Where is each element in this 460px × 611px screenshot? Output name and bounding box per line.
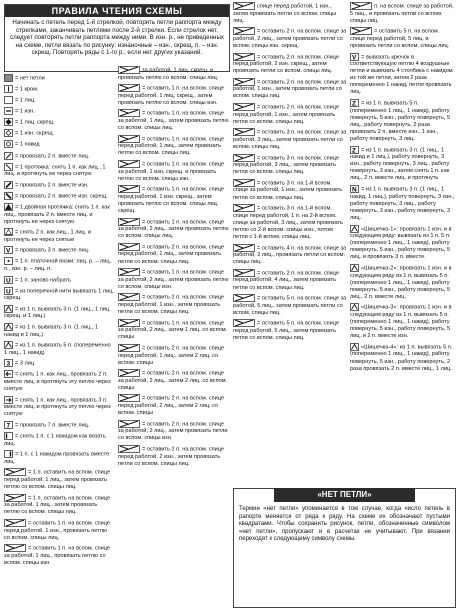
legend-entry-text: = провязать 2 п. вместе лиц. bbox=[15, 153, 90, 160]
legend-entry-text: = снять 2 п. как лиц., 1 лиц. и протянуть ее через снятые bbox=[4, 229, 91, 243]
legend-entry bbox=[233, 244, 347, 267]
legend-entry bbox=[233, 27, 347, 50]
legend-entry-text: = 1 кром. bbox=[15, 86, 39, 93]
backslash-icon bbox=[4, 163, 13, 171]
legend-entry-text: = снять 1 п. как лиц., провязать 2 п. вместе лиц. и протянуть эту петлю через снятую bbox=[4, 371, 111, 393]
reading-rules-text: Начинать с петель перед 1-й стрелкой, повторять петли раппорта между стрелками, заканчивать петлями после 2-й стрелки. Если стрелок нет, следует повторять петли раппорта между ними. В изн. р., не приведенных на схеме, петли вязать по рисунку: изнаночные – изн., скрещ. п. – изн. скрещ. Повторять ряды с 1-го р., если нет других указаний. bbox=[10, 19, 224, 57]
cable-p-icon bbox=[118, 445, 140, 453]
legend-entry-text: = оставить 5 п. на вспом. спице перед работой, 5 лиц. и провязать петли со вспом. спицы лиц. bbox=[350, 28, 450, 49]
legend-entry-text: = провязать 7 п. вместе лиц. bbox=[15, 422, 90, 429]
vertical-bar-icon bbox=[4, 85, 13, 93]
backslash-bold-icon bbox=[4, 192, 13, 200]
legend-entry bbox=[233, 204, 347, 241]
legend-entry bbox=[118, 135, 230, 158]
legend-entry-text: = оставить 3 п. на 1-й вспом. спице перед работой, 1 п. на 2-й вспом. спице за работой, 3 лиц., затем провязать петлю со 2-й вспом. спицы изн., потом петли с 1-й вспом. спицы лиц. bbox=[233, 205, 343, 240]
cable-e-icon bbox=[118, 160, 140, 168]
legend-entry bbox=[233, 103, 347, 126]
legend-entry-text: «Шишечка-1»: провязать 1 изн. и в следующем ряду: вывязать из 1 п. 5 п. (попеременно 1 лиц., 1 накид), работу повернуть, 5 изн., работу повернуть, 5 лиц. и провязать 3 п. вместе. bbox=[350, 226, 452, 261]
legend-entry-text: = оставить 2 п. на вспом. спице за работой, 2 лиц., затем провязать петли со вспом. спицы изн. скрещ. bbox=[233, 28, 347, 49]
legend-entry-text: = оставить 1 п. на вспом. спице за работой, 1 изн. скрещ. и провязать петлю со вспом. спицы изн. bbox=[118, 161, 225, 182]
legend-entry-text: = оставить 2 п. на вспом. спице перед работой, 1 изн., затем провязать петли со вспом. спицы лиц. bbox=[118, 294, 225, 316]
legend-entry-text: = из поперечной нити вывязать 1 лиц. скрещ. bbox=[4, 288, 114, 302]
legend-entry-text: = оставить 5 п. на вспом. спице за работой, 5 лиц., затем провязать петли со вспом. спицы лиц. bbox=[233, 295, 347, 316]
legend-entry bbox=[4, 450, 114, 466]
legend-entry-text: = из 1 п. вывязать 3 п. (1 лиц., 1 накид и 1 лиц.), работу повернуть, 3 изн., работу повернуть, 3 лиц., работу повернуть, 3 изн., затем снять 1 п. как лиц., 2 п. вместе лиц. и протянуть bbox=[350, 147, 450, 182]
legend-entry bbox=[4, 421, 114, 430]
legend-entry bbox=[4, 96, 114, 105]
dash-icon bbox=[4, 107, 13, 115]
cable-q-icon bbox=[233, 2, 255, 10]
legend-entry-text: = вывязать крючок в соответствующую петлю 4 воздушные петли и вывязать 4 столбика с накидом из той же петли, затем 2 раза попеременно 1 накид, петля провязать лиц. bbox=[350, 54, 453, 96]
legend-entry bbox=[233, 128, 347, 151]
legend-entry bbox=[4, 305, 114, 321]
cable-aa-icon bbox=[233, 269, 255, 277]
legend-entry bbox=[118, 344, 230, 367]
legend-entry-text: = оставить 2 п. на вспом. спице перед работой, 4 лиц., затем провязать петли со вспом. спицы лиц. bbox=[233, 270, 340, 291]
legend-entry-text: = оставить 2 п. на вспом. спице перед работой, 1 лиц., затем провязать петли со вспом. спицы лиц. bbox=[118, 244, 225, 265]
cable-1-1-icon bbox=[4, 519, 26, 527]
legend-column-4 bbox=[350, 2, 456, 375]
legend-entry bbox=[4, 152, 114, 161]
triangle-icon bbox=[4, 203, 13, 211]
legend-entry-text: = оставить 1 п. на вспом. спице за работой, 2 лиц., затем провязать петлю со вспом. спицы лиц. bbox=[118, 219, 229, 240]
legend-entry bbox=[118, 160, 230, 183]
cable-c-icon bbox=[118, 109, 140, 117]
cable-t-icon bbox=[233, 78, 255, 86]
legend-entry bbox=[350, 303, 456, 340]
cable-n-icon bbox=[118, 394, 140, 402]
legend-entry-text: «Шишечка-2»: провязать 1 изн. и в следующем ряду из 1 п. вывязать 5 п. (попеременно 1 лиц., 1 накид), работу повернуть, 5 изн., работу повернуть, 5 лиц., 2 п. вместе лиц. bbox=[350, 265, 452, 300]
legend-entry bbox=[4, 163, 114, 179]
fan-3b-icon bbox=[4, 323, 13, 331]
legend-entry bbox=[350, 264, 456, 301]
legend-entry bbox=[233, 269, 347, 292]
legend-entry bbox=[4, 544, 114, 567]
cable-m-icon bbox=[118, 369, 140, 377]
legend-entry-text: = оставить 3 п. на вспом. спице перед работой, 3 лиц., затем провязать петли со вспом. спицы лиц. bbox=[233, 155, 340, 176]
legend-entry-text: = 1 п. заново набрать bbox=[15, 277, 72, 284]
bobble-2-icon bbox=[350, 264, 359, 272]
legend-entry bbox=[4, 359, 114, 368]
legend-entry bbox=[118, 293, 230, 316]
svg-text:Z: Z bbox=[352, 100, 356, 108]
legend-entry bbox=[233, 78, 347, 101]
bar-right-icon bbox=[4, 450, 13, 458]
svg-text:Z: Z bbox=[352, 147, 356, 154]
legend-entry-text: «Шишечка-3»: провязать 1 изн. и в следующем ряду из 1 п. вывязать 5 п. (попеременно 1 лиц., 1 накид), работу повернуть, 5 изн., работу повернуть, 5 лиц. и 2 п. вместе изн. bbox=[350, 304, 452, 340]
arrow-right-icon bbox=[4, 396, 13, 404]
legend-entry-text: = оставить 2 п. на вспом. спице за работой, 2 лиц., затем 2 лиц. со вспом. спицы bbox=[118, 370, 228, 391]
legend-entry bbox=[350, 146, 456, 183]
legend-entry-text: = оставить 2 п. на вспом. спице за работой, 1 изн., затем провязать петли со вспом. спицы лиц. bbox=[233, 79, 347, 100]
legend-entry bbox=[4, 203, 114, 226]
legend-entry-text: = оставить 1 п. на вспом. спице за работой, 1 лиц., провязать петлю со вспом. спицы изн. bbox=[4, 545, 111, 566]
legend-entry-text: = провязать 3 п. вместе лиц. bbox=[15, 247, 90, 254]
legend-entry-text: = оставить 1 п. на вспом. спице перед работой, 1 изн., провязать петлю со вспом. спицы лиц. bbox=[4, 520, 111, 541]
cable-ee-icon bbox=[350, 27, 372, 35]
legend-entry-text: = оставить 1 п. на вспом. спице за работой, 1 лиц., затем провязать петлю со вспом. спицы лиц. bbox=[118, 110, 229, 132]
legend-entry-text: = снять 1 п. как лиц., провязать 3 п. вместе лиц. и протянуть эту петлю через снятую bbox=[4, 397, 111, 418]
legend-entry bbox=[118, 109, 230, 132]
open-square-icon bbox=[4, 96, 13, 104]
legend-entry-text: = оставить 2 п. на вспом. спице перед работой, 1 изн., затем провязать петли со вспом. спицы лиц. bbox=[233, 104, 340, 125]
triangle-outline-icon bbox=[4, 228, 13, 236]
legend-entry-text: = оставить 2 п. на вспом. спице перед работой, 2 изн., затем провязать петли со вспом. спицы лиц. bbox=[118, 446, 225, 467]
svg-text:7: 7 bbox=[6, 422, 11, 430]
no-stitch-text: Термин «нет петли» упоминается в том случае, когда число петель в рапорте меняется от ряда к ряду. На схеме их обозначают пустыми квадратами. Чтобы сохранить рисунок, петли, обозначенные символом «нет петли», пропускают и в расчетах не учитывают. При вязании переходят к следующему символу схемы. bbox=[239, 506, 450, 543]
diamond-icon bbox=[4, 118, 13, 126]
legend-entry bbox=[4, 107, 114, 116]
legend-entry-text: = оставить 2 п. на вспом. спице перед работой, 2 изн. скрещ., затем провязать петли со вспом. спицы лиц. bbox=[233, 54, 340, 75]
legend-entry bbox=[118, 420, 230, 443]
cable-i-icon bbox=[118, 268, 140, 276]
circle-icon bbox=[4, 140, 13, 148]
legend-entry bbox=[233, 154, 347, 177]
legend-entry-text: = 1 п. с 1 накидом провязать вместе лиц. bbox=[4, 451, 110, 465]
number-3-icon bbox=[4, 359, 13, 367]
legend-entry bbox=[4, 287, 114, 303]
fan-5-icon bbox=[4, 341, 13, 349]
legend-entry bbox=[4, 129, 114, 138]
legend-entry bbox=[4, 468, 114, 491]
legend-entry-text: = 1 двойная протяжка: снять 1 п. как лиц., провязать 2 п. вместе лиц. и протянуть ее через снятую bbox=[4, 204, 110, 225]
legend-entry bbox=[4, 276, 114, 285]
legend-column-2 bbox=[118, 66, 230, 470]
letter-n-icon bbox=[350, 185, 359, 193]
legend-entry bbox=[350, 53, 456, 97]
legend-entry bbox=[4, 519, 114, 542]
cable-j-icon bbox=[118, 293, 140, 301]
legend-entry bbox=[350, 27, 456, 50]
svg-text:N: N bbox=[352, 186, 357, 194]
legend-entry-text: = оставить 1 п. на вспом. спице перед работой, 1 лиц., затем провязать петлю со вспом. спицы лиц. bbox=[118, 136, 225, 157]
legend-entry bbox=[233, 53, 347, 76]
slash-bold-icon bbox=[4, 181, 13, 189]
legend-entry bbox=[233, 2, 347, 25]
svg-text:V: V bbox=[352, 54, 357, 61]
legend-entry bbox=[118, 369, 230, 392]
cable-l-icon bbox=[118, 344, 140, 352]
legend-entry-text: = снять 1 п. с 1 накидом как вязать лиц. bbox=[4, 433, 106, 447]
legend-entry-text: = 1 п. оставить на вспом. спице перед работой, 1 лиц., затем провязать петлю со вспом. спицы лиц. bbox=[4, 469, 111, 491]
legend-entry-text: = 1 протяжка: снять 1 п. как лиц., 1 лиц. и протянуть ее через снятую bbox=[4, 164, 106, 178]
legend-entry bbox=[4, 140, 114, 149]
legend-entry bbox=[350, 225, 456, 262]
reading-rules-box bbox=[4, 4, 230, 72]
legend-entry-text: = провязать 2 п. вместе изн. bbox=[15, 182, 89, 189]
legend-entry-text: = 1 лиц. bbox=[15, 97, 36, 104]
legend-entry-text: за работой, 1 лиц. скрещ. и провязать петлю со вспом. спицы лиц. bbox=[118, 67, 219, 81]
legend-entry-text: = 1 изн. bbox=[15, 108, 35, 115]
diamond-outline-icon bbox=[4, 129, 13, 137]
legend-entry-text: = оставить 3 п. на 1-й вспом. спице за работой, 1 изн., затем провязать петли со вспом. спицы лиц. bbox=[233, 180, 343, 201]
legend-entry bbox=[118, 185, 230, 215]
legend-entry bbox=[4, 192, 114, 201]
reading-rules-title: ПРАВИЛА ЧТЕНИЯ СХЕМЫ bbox=[5, 5, 229, 17]
legend-entry bbox=[233, 294, 347, 317]
cable-z-icon bbox=[233, 244, 255, 252]
legend-entry-text: = из 1 п. вывязать 3 п. (1 лиц., 1 накид и 1 лиц.) bbox=[4, 324, 99, 338]
legend-entry-text: = 1 изн. скрещ. bbox=[15, 130, 54, 137]
legend-entry bbox=[350, 2, 456, 25]
legend-entry bbox=[4, 341, 114, 357]
cable-s-icon bbox=[233, 53, 255, 61]
legend-entry bbox=[4, 85, 114, 94]
legend-entry bbox=[118, 243, 230, 266]
svg-text:U: U bbox=[6, 277, 11, 284]
legend-entry-text: = оставить 3 п. на вспом. спице за работой, 3 лиц., затем провязать петли со вспом. спицы лиц. bbox=[233, 129, 347, 150]
legend-entry-text: п. на вспом. спице за работой, 5 лиц., и провязать петли со вспом. спицы лиц. bbox=[350, 3, 454, 24]
legend-entry bbox=[4, 74, 114, 83]
legend-entry-text: = оставить 1 п. на вспом. спице перед работой, 1 лиц. скрещ., затем провязать петлю со вспом. спицы изн. bbox=[118, 85, 225, 106]
legend-entry bbox=[350, 343, 456, 373]
legend-entry-text: = оставить 2 п. на вспом. спице перед работой, 1 лиц., затем 2 лиц. со вспом. спицы bbox=[118, 345, 225, 366]
legend-entry bbox=[4, 494, 114, 517]
legend-entry-text: = провязать 2 п. вместе изн. скрещ. bbox=[15, 193, 108, 200]
legend-entry-text: = 1 п. платочной вязки: лиц. р. – лиц. п., изн. р. – лиц. п. bbox=[4, 258, 112, 273]
cable-y-icon bbox=[233, 204, 255, 212]
fan-3-icon bbox=[4, 305, 13, 313]
legend-entry bbox=[350, 185, 456, 222]
letter-u-icon bbox=[4, 276, 13, 284]
legend-entry bbox=[4, 432, 114, 448]
legend-entry-text: = из 1 п. вывязать 3 п. (1 лиц., 1 накид, 1 лиц.), работу повернуть, 3 изн., работу повернуть, 3 лиц., работу повернуть, 3 изн., работу повернуть, 3 лиц. bbox=[350, 186, 455, 221]
cable-r-icon bbox=[233, 27, 255, 35]
cable-2-1-icon bbox=[4, 468, 26, 476]
cable-k-icon bbox=[118, 319, 140, 327]
letter-z-bold-icon bbox=[350, 146, 359, 154]
legend-column-3 bbox=[233, 2, 347, 345]
legend-entry bbox=[4, 370, 114, 393]
legend-entry bbox=[4, 323, 114, 339]
legend-entry-text: = 3 лиц. bbox=[15, 360, 36, 367]
legend-entry bbox=[118, 319, 230, 342]
no-stitch-title: «НЕТ ПЕТЛИ» bbox=[274, 488, 415, 502]
blank-square-icon bbox=[4, 74, 13, 82]
legend-entry bbox=[118, 394, 230, 417]
legend-entry-text: спице перед работой, 1 изн., затем провязать петли со вспом. спицы лиц. bbox=[233, 3, 337, 24]
cable-u-icon bbox=[233, 103, 255, 111]
legend-entry-text: «Шишечка-4»: из 1 п. вывязать 5 п. (попеременно 1 лиц., 1 накид), работу повернуть, 5 изн., работу повернуть, 2 раза провязать 2 п. вместе лиц., 1 лиц. bbox=[350, 344, 453, 372]
cable-o-icon bbox=[118, 420, 140, 428]
legend-entry bbox=[233, 319, 347, 342]
legend-entry bbox=[118, 268, 230, 291]
cable-f-icon bbox=[118, 185, 140, 193]
cable-d-icon bbox=[118, 135, 140, 143]
dot-square-icon bbox=[4, 257, 13, 265]
legend-entry bbox=[4, 228, 114, 244]
letter-u-bold-icon bbox=[4, 287, 13, 295]
legend-entry-text: = оставить 4 п. на вспом. спице за работой, 2 лиц., провязать петли со вспом. спицы лиц. bbox=[233, 245, 347, 266]
legend-entry bbox=[118, 445, 230, 468]
cable-cc-icon bbox=[233, 319, 255, 327]
cable-h-icon bbox=[118, 243, 140, 251]
cable-g-icon bbox=[118, 218, 140, 226]
legend-entry-text: = оставить 5 п. на вспом. спице перед работой, 5 лиц., затем провязать петли со вспом. спицы лиц. bbox=[233, 320, 340, 342]
legend-entry bbox=[4, 257, 114, 273]
letter-v-outline-icon bbox=[350, 53, 359, 61]
legend-entry-text: = оставить 2 п. на вспом. спице за работой, 2 лиц., затем провязать петли со вспом. спицы изн. bbox=[118, 421, 228, 442]
cable-dd-icon bbox=[350, 2, 372, 10]
legend-entry-text: = оставить 2 п. на вспом. спице перед работой, 2 лиц., затем 2 лиц. со вспом. спицы bbox=[118, 395, 225, 417]
no-stitch-box bbox=[233, 488, 456, 608]
legend-entry-text: = нет петли bbox=[15, 75, 45, 82]
legend-entry-text: = из 1 п. вывязать 5 п. (попеременно 1 лиц., 1 накид) bbox=[4, 342, 111, 356]
svg-text:V: V bbox=[6, 247, 11, 255]
legend-entry bbox=[4, 181, 114, 190]
legend-entry-text: = из 1 п. вывязать 3 п. (1 лиц., 1 лиц. скрещ. и 1 лиц.) bbox=[4, 306, 111, 320]
legend-entry bbox=[4, 118, 114, 127]
legend-entry-text: = из 1 п. вывязать 5 п. (попеременно 1 лиц., 1 накид), работу повернуть, 5 изн., работу повернуть, 5 лиц., работу повернуть, 2 раза провязать 2 п. вместе изн., 1 изн., работу повернуть, 3 лиц. bbox=[350, 100, 451, 143]
cable-1-1b-icon bbox=[4, 544, 26, 552]
bobble-4-icon bbox=[350, 343, 359, 351]
cable-a-icon bbox=[118, 66, 140, 74]
legend-entry-text: = оставить 1 п. на вспом. спице перед работой, 1 изн. скрещ., затем провязать петлю со вспом. спицы лиц. скрещ. bbox=[118, 186, 225, 214]
bobble-1-icon bbox=[350, 225, 359, 233]
cable-2-1b-icon bbox=[4, 494, 26, 502]
legend-entry bbox=[118, 66, 230, 82]
cable-bb-icon bbox=[233, 294, 255, 302]
letter-v-icon bbox=[4, 246, 13, 254]
cable-b-icon bbox=[118, 84, 140, 92]
legend-entry bbox=[118, 84, 230, 107]
legend-entry-text: = оставить 1 п. на вспом. спице за работой, 2 лиц., затем провязать петлю со вспом. спицы изн. bbox=[118, 269, 229, 290]
bar-left-icon bbox=[4, 432, 13, 440]
legend-entry bbox=[118, 218, 230, 241]
legend-entry bbox=[4, 246, 114, 255]
letter-z-icon bbox=[350, 99, 359, 107]
legend-entry bbox=[4, 396, 114, 419]
legend-entry-text: = 1 п. оставить на вспом. спице за работой, 1 лиц., затем провязать петлю со вспом. спицы лиц. bbox=[4, 495, 111, 516]
svg-text:U: U bbox=[6, 288, 11, 295]
slash-icon bbox=[4, 152, 13, 160]
cable-x-icon bbox=[233, 179, 255, 187]
cable-v-icon bbox=[233, 128, 255, 136]
legend-column-1 bbox=[4, 74, 114, 570]
legend-entry-text: = 1 накид bbox=[15, 141, 40, 148]
legend-entry-text: = оставить 1 п. на вспом. спице за работой, 2 лиц., затем 1 лиц. со вспом. спицы bbox=[118, 320, 228, 341]
arrow-left-icon bbox=[4, 370, 13, 378]
bobble-3-icon bbox=[350, 303, 359, 311]
legend-entry bbox=[233, 179, 347, 202]
legend-entry-text: = 1 лиц. скрещ. bbox=[15, 119, 55, 126]
svg-text:3: 3 bbox=[6, 360, 11, 368]
number-7-icon bbox=[4, 421, 13, 429]
cable-w-icon bbox=[233, 154, 255, 162]
legend-entry bbox=[350, 99, 456, 143]
